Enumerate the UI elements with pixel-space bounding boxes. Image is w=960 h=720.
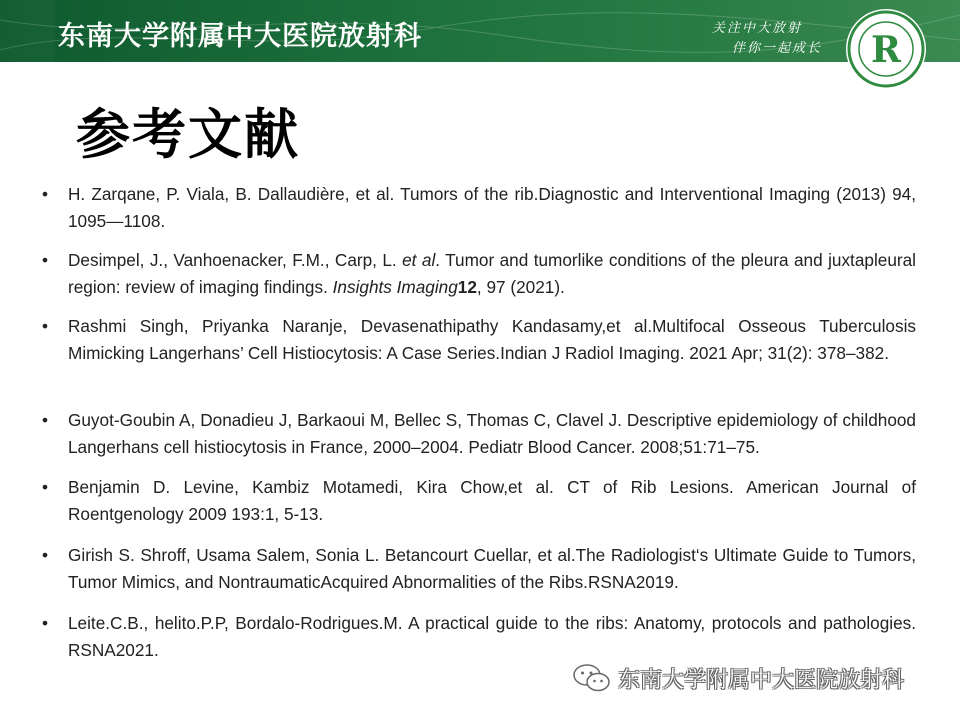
reference-text: Desimpel, J., Vanhoenacker, F.M., Carp, L. <box>68 250 403 270</box>
reference-text: Leite.C.B., helito.P.P, Bordalo-Rodrigues.M. A practical guide to the ribs: Anatomy, protocols and pathologies. RSNA2021. <box>68 613 916 660</box>
watermark-text: 东南大学附属中大医院放射科 <box>618 667 905 693</box>
reference-text: H. Zarqane, P. Viala, B. Dallaudière, et al. Tumors of the rib.Diagnostic and Interventional Imaging (2013) 94, 1095—1108. <box>68 184 916 231</box>
header-slogan-line1: 关注中大放射 <box>712 21 803 36</box>
reference-item <box>40 474 916 542</box>
header-title: 东南大学附属中大医院放射科 <box>58 21 422 52</box>
reference-item <box>40 407 916 474</box>
reference-list <box>40 181 916 664</box>
reference-item <box>40 313 916 407</box>
logo-letter: R <box>871 29 901 71</box>
watermark <box>572 662 904 694</box>
reference-volume: 12 <box>457 277 477 297</box>
reference-text: . Tumor and tumorlike conditions of the pleura and juxtapleural region: review of imaging findings. <box>68 250 916 297</box>
reference-text: Guyot-Goubin A, Donadieu J, Barkaoui M, Bellec S, Thomas C, Clavel J. Descriptive epidemiology of childhood Langerhans cell histiocytosis in France, 2000–2004. Pediatr Blood Cancer. 2008;51:71–75. <box>68 410 916 457</box>
reference-item <box>40 247 916 313</box>
wechat-icon <box>572 662 612 694</box>
header-slogan-line2: 伴你一起成长 <box>732 41 823 56</box>
hospital-radiology-logo-icon <box>845 8 927 90</box>
reference-text: Benjamin D. Levine, Kambiz Motamedi, Kira Chow,et al. CT of Rib Lesions. American Journal of Roentgenology 2009 193:1, 5-13. <box>68 477 916 524</box>
reference-text: Rashmi Singh, Priyanka Naranje, Devasenathipathy Kandasamy,et al.Multifocal Osseous Tuberculosis Mimicking Langerhans’ Cell Histiocytosis: A Case Series.Indian J Radiol Imaging. 2021 Apr; 31(2): 378–382. <box>68 316 916 363</box>
header-banner <box>0 0 960 62</box>
reference-etal: et al <box>402 250 436 270</box>
reference-text: Girish S. Shroff, Usama Salem, Sonia L. Betancourt Cuellar, et al.The Radiologist‘s Ultimate Guide to Tumors, Tumor Mimics, and NontraumaticAcquired Abnormalities of the Ribs.RSNA2019. <box>68 545 916 592</box>
reference-item <box>40 542 916 610</box>
reference-text: , 97 (2021). <box>476 277 565 297</box>
reference-item <box>40 610 916 664</box>
reference-journal: Insights Imaging <box>332 277 458 297</box>
reference-item <box>40 181 916 247</box>
slide-title: 参考文献 <box>76 103 300 166</box>
